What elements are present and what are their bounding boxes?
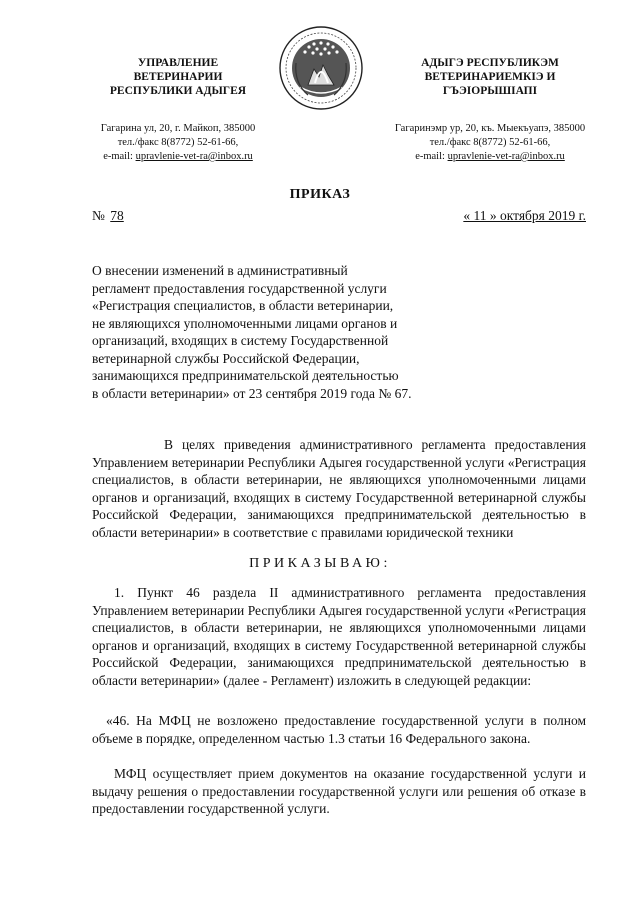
quoted-paragraph: МФЦ осуществляет прием документов на оказание государственной услуги и выдачу решения о предоставлении государственной услуги или решения об отказе в предоставлении государственной услуги.	[92, 766, 586, 816]
phone-line: тел./факс 8(8772) 52-61-66,	[117, 137, 239, 148]
order-number: № 78	[92, 208, 124, 223]
email-link[interactable]: upravlenie-vet-ra@inbox.ru	[135, 151, 253, 162]
address-line: Гагаринэмр ур, 20, къ. Мыекъуапэ, 385000	[394, 123, 586, 134]
address-line: Гагарина ул, 20, г. Майкоп, 385000	[100, 123, 256, 134]
org-contacts-ady: Гагаринэмр ур, 20, къ. Мыекъуапэ, 385000 тел./факс 8(8772) 52-61-66, e-mail: upravlenie-vet-ra@inbox.ru	[380, 122, 600, 164]
org-name-ru: УПРАВЛЕНИЕ ВЕТЕРИНАРИИ РЕСПУБЛИКИ АДЫГЕЯ	[109, 57, 247, 97]
header-left	[78, 56, 278, 164]
phone-line: тел./факс 8(8772) 52-61-66,	[429, 137, 551, 148]
org-contacts-ru: Гагарина ул, 20, г. Майкоп, 385000 тел./факс 8(8772) 52-61-66, e-mail: upravlenie-vet-ra@inbox.ru	[78, 122, 278, 164]
order-subject: О внесении изменений в административный регламент предоставления государственной услуги «Регистрация специалистов, в области ветеринарии, не являющихся уполномоченными лицами органов и организаций, входящих в систему Государственной ветеринарной службы Российской Федерации, занимающихся предпринимательской деятельностью в области ветеринарии» от 23 сентября 2019 года № 67.	[92, 263, 412, 401]
org-name-ady: АДЫГЭ РЕСПУБЛИКЭМ ВЕТЕРИНАРИЕМКIЭ И ГЪЭIОРЫШIАПI	[421, 57, 559, 97]
order-verb: ПРИКАЗЫВАЮ:	[249, 556, 391, 571]
preamble-paragraph: В целях приведения административного регламента предоставления Управлением ветеринарии Республики Адыгея государственной услуги «Регистрация специалистов, в области ветеринарии, не являющихся уполномоченными лицами органов и организаций, входящих в систему Государственной ветеринарной службы Российской Федерации, занимающихся предпринимательской деятельностью в области ветеринарии» в соответствие с правилами юридической техники	[92, 437, 586, 540]
header-right	[380, 56, 600, 164]
quoted-paragraph: «46. На МФЦ не возложено предоставление государственной услуги в полном объеме в порядке, определенном частью 1.3 статьи 16 Федерального закона.	[92, 713, 586, 746]
coat-of-arms-icon	[278, 25, 364, 111]
email-link[interactable]: upravlenie-vet-ra@inbox.ru	[447, 151, 565, 162]
order-date: « 11 » октября 2019 г.	[463, 208, 586, 223]
order-item: 1. Пункт 46 раздела II административного регламента предоставления Управлением ветеринарии Республики Адыгея государственной услуги «Регистрация специалистов, в области ветеринарии, не являющихся уполномоченными лицами органов и организаций, входящих в систему Государственной ветеринарной службы Российской Федерации, занимающихся предпринимательской деятельностью в области ветеринарии» (далее - Регламент) изложить в следующей редакции:	[92, 585, 586, 688]
document-title: ПРИКАЗ	[289, 187, 351, 202]
